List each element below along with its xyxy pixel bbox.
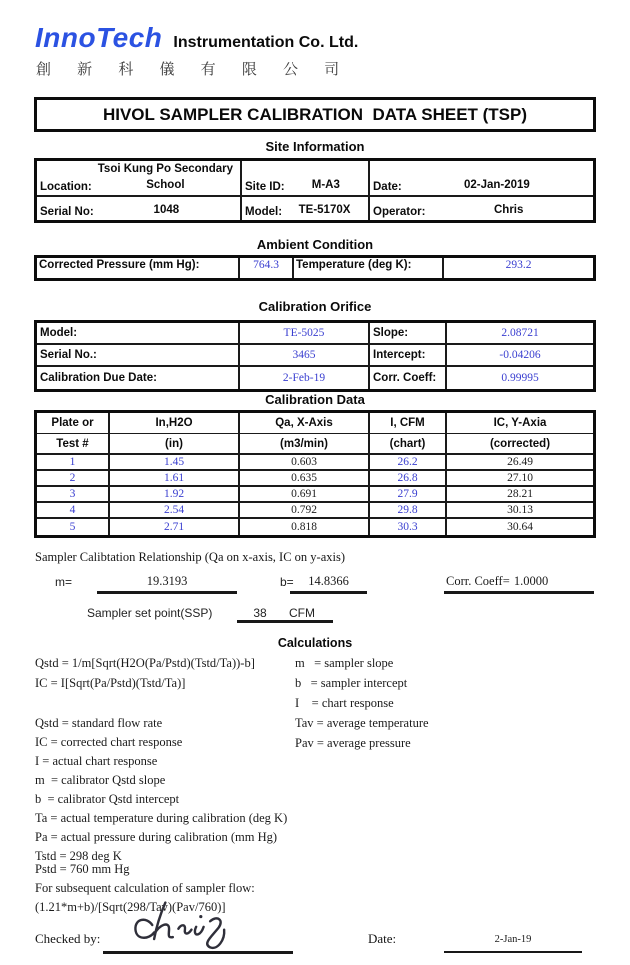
date-label: Date: [373, 181, 402, 193]
corr-coeff-eq-value: 1.0000 [513, 574, 549, 588]
definition-line: Ta = actual temperature during calibration (deg K) [35, 811, 288, 825]
pressure-value: 764.3 [253, 259, 279, 271]
calibration-orifice-table [34, 320, 596, 392]
corr-coeff-eq-label: Corr. Coeff= [446, 574, 510, 588]
ssp-underline [237, 620, 333, 623]
table-cell: 26.8 [370, 471, 447, 487]
ssp-value: 38 [253, 606, 267, 620]
intercept-label: Intercept: [373, 349, 426, 361]
temperature-label-cell [294, 258, 444, 278]
corr-coeff-underline [444, 591, 594, 594]
location-cell [37, 161, 242, 197]
serial-no-cell [37, 197, 242, 220]
calc-note-line: Pstd = 760 mm Hg [35, 862, 130, 876]
definition-line: b = calibrator Qstd intercept [35, 792, 180, 806]
table-cell: 2 [37, 471, 110, 487]
ambient-condition-heading: Ambient Condition [256, 237, 374, 252]
ambient-condition-table [34, 255, 596, 281]
definition-line: Tstd = 298 deg K [35, 849, 122, 863]
footer-date-label: Date: [368, 931, 397, 946]
ssp-label: Sampler set point(SSP) [87, 606, 213, 620]
b-label: b= [280, 575, 294, 589]
model-cell [242, 197, 370, 220]
checked-by-label: Checked by: [35, 931, 101, 946]
definition-line: Pav = average pressure [295, 736, 411, 750]
signature-chris [128, 896, 240, 959]
col-subheader: (m3/min) [240, 434, 370, 455]
table-cell: 0.818 [240, 519, 370, 535]
table-cell: 1.92 [110, 487, 240, 503]
table-cell: 27.10 [447, 471, 593, 487]
slope-value: 2.08721 [501, 327, 539, 339]
site-id-label: Site ID: [245, 181, 285, 193]
table-cell: 0.691 [240, 487, 370, 503]
orifice-serial-label: Serial No.: [40, 349, 97, 361]
m-value: 19.3193 [146, 574, 188, 588]
definition-line: I = actual chart response [35, 754, 158, 768]
operator-label: Operator: [373, 206, 426, 218]
col-subheader: (chart) [370, 434, 447, 455]
table-cell: 29.8 [370, 503, 447, 519]
col-subheader: (corrected) [447, 434, 593, 455]
location-value: Tsoi Kung Po Secondary School [97, 162, 233, 191]
table-cell: 26.2 [370, 455, 447, 471]
col-header: IC, Y-Axia [447, 413, 593, 434]
table-cell: 1 [37, 455, 110, 471]
site-id-cell [242, 161, 370, 197]
table-cell: 26.49 [447, 455, 593, 471]
table-cell: 3 [37, 487, 110, 503]
col-header: Plate or [37, 413, 110, 434]
innotech-logo: InnoTech [35, 22, 163, 53]
calc-formulas [35, 653, 255, 693]
footer-date-value: 2-Jan-19 [494, 934, 532, 945]
calc-note-line: (1.21*m+b)/[Sqrt(298/Tav)(Pav/760)] [35, 900, 226, 914]
table-cell: 28.21 [447, 487, 593, 503]
calc-definitions-right [295, 653, 429, 753]
calculations-heading: Calculations [277, 636, 353, 650]
pressure-label-cell [37, 258, 240, 278]
calibration-data-table [34, 410, 596, 538]
table-cell: 30.13 [447, 503, 593, 519]
operator-value: Chris [494, 203, 524, 216]
table-cell: 30.64 [507, 521, 533, 533]
calibration-orifice-heading: Calibration Orifice [258, 299, 372, 314]
formula-line: IC = I[Sqrt(Pa/Pstd)(Tstd/Ta)] [35, 676, 186, 690]
corr-coeff-value: 0.99995 [501, 372, 539, 384]
table-cell: 5 [37, 519, 110, 535]
calc-note-line: For subsequent calculation of sampler flow: [35, 881, 255, 895]
definition-line: Tav = average temperature [295, 716, 429, 730]
serial-no-value: 1048 [153, 203, 180, 216]
definition-line: IC = corrected chart response [35, 735, 183, 749]
site-id-value: M-A3 [311, 178, 340, 191]
sheet-title: HIVOL SAMPLER CALIBRATION DATA SHEET (TSP) [102, 104, 528, 124]
definition-line: Qstd = standard flow rate [35, 716, 163, 730]
orifice-model-label: Model: [40, 327, 78, 339]
table-cell: 30.3 [370, 519, 447, 535]
company-name-cn: 創 新 科 儀 有 限 公 司 [36, 61, 351, 78]
serial-no-label: Serial No: [40, 206, 94, 218]
site-information-table [34, 158, 596, 223]
table-cell: 27.9 [370, 487, 447, 503]
col-subheader: (in) [110, 434, 240, 455]
pressure-label: Corrected Pressure (mm Hg): [39, 259, 200, 271]
due-date-value: 2-Feb-19 [282, 372, 326, 384]
brand-header [35, 22, 358, 54]
company-name-en: Instrumentation Co. Ltd. [173, 34, 359, 51]
calc-definitions-left [35, 714, 287, 866]
pressure-value-cell [240, 258, 294, 278]
table-cell: 2.54 [110, 503, 240, 519]
site-information-heading: Site Information [265, 139, 365, 154]
model-value: TE-5170X [298, 203, 351, 216]
m-label: m= [55, 575, 73, 589]
sheet-title-box [34, 97, 596, 132]
m-underline [97, 591, 237, 594]
temperature-value-cell [444, 258, 593, 278]
date-value: 02-Jan-2019 [463, 178, 530, 191]
corr-coeff-label: Corr. Coeff: [373, 372, 437, 384]
temperature-value: 293.2 [505, 259, 532, 271]
orifice-serial-value: 3465 [292, 349, 316, 361]
col-header: I, CFM [370, 413, 447, 434]
definition-line: m = calibrator Qstd slope [35, 773, 166, 787]
definition-line: m = sampler slope [295, 656, 394, 670]
table-cell: 1.45 [110, 455, 240, 471]
table-cell: 1.61 [110, 471, 240, 487]
checked-by-underline [103, 951, 293, 954]
col-header: In,H2O [110, 413, 240, 434]
location-label: Location: [40, 181, 92, 193]
formula-line: Qstd = 1/m[Sqrt(H2O(Pa/Pstd)(Tstd/Ta))-b] [35, 656, 255, 670]
definition-line: I = chart response [295, 696, 394, 710]
intercept-value: -0.04206 [499, 349, 541, 361]
date-cell [370, 161, 593, 197]
slope-label: Slope: [373, 327, 409, 339]
calibration-data-heading: Calibration Data [265, 392, 365, 407]
definition-line: b = sampler intercept [295, 676, 408, 690]
col-subheader: Test # [37, 434, 110, 455]
definition-line: Pa = actual pressure during calibration (mm Hg) [35, 830, 278, 844]
temperature-label: Temperature (deg K): [296, 259, 412, 271]
table-cell: 2.71 [110, 519, 240, 535]
table-cell: 0.792 [240, 503, 370, 519]
table-cell: 4 [37, 503, 110, 519]
operator-cell [370, 197, 593, 220]
due-date-label: Calibration Due Date: [40, 372, 157, 384]
table-cell: 0.603 [240, 455, 370, 471]
relationship-caption: Sampler Calibtation Relationship (Qa on x-axis, IC on y-axis) [35, 550, 346, 564]
b-value: 14.8366 [308, 574, 349, 588]
ssp-unit: CFM [289, 606, 315, 620]
col-header: Qa, X-Axis [240, 413, 370, 434]
signature-icon [128, 896, 240, 954]
b-underline [290, 591, 367, 594]
table-cell: 0.635 [240, 471, 370, 487]
orifice-model-value: TE-5025 [283, 327, 325, 339]
model-label: Model: [245, 206, 283, 218]
footer-date-underline [444, 951, 582, 953]
